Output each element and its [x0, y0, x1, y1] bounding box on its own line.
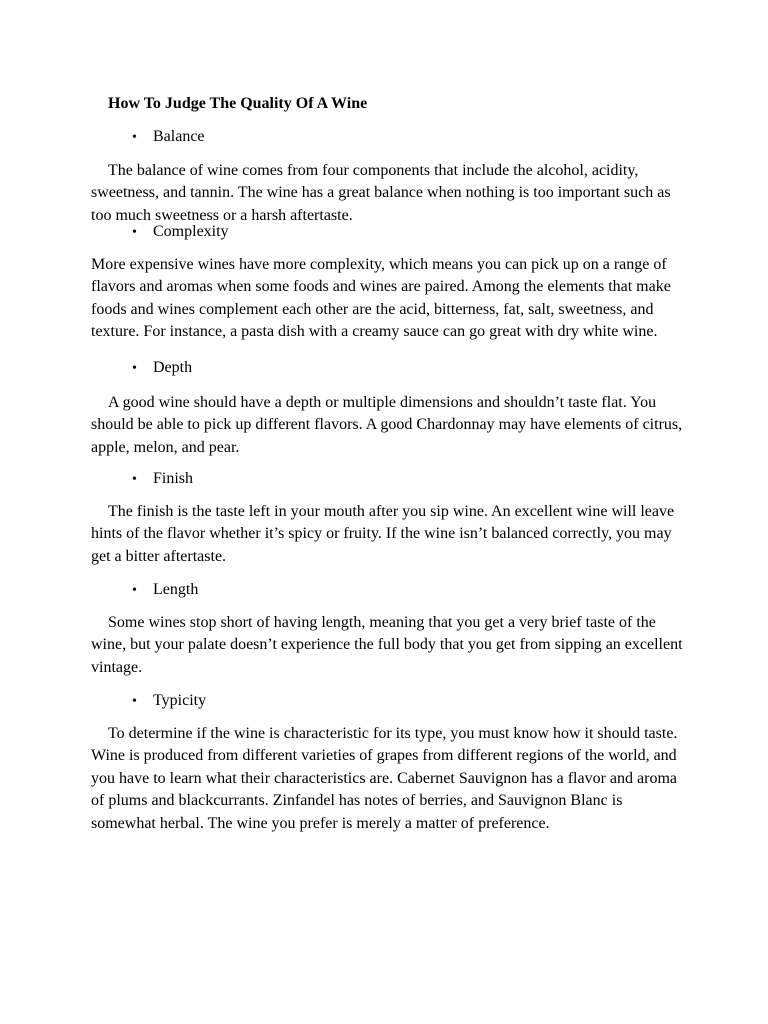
bullet-icon: • — [132, 130, 137, 145]
bullet-icon: • — [132, 694, 137, 709]
section-body-depth: A good wine should have a depth or multiple dimensions and shouldn’t taste flat. You should be able to pick up different flavors. A good Chardonnay may have elements of citrus, apple, melon, and pear. — [91, 394, 683, 456]
section-body-complexity: More expensive wines have more complexity, which means you can pick up on a range of flavors and aromas when some foods and wines are paired. Among the elements that make foods and wines complement each other are the acid, bitterness, fat, salt, sweetness, and texture. For instance, a pasta dish with a creamy sauce can go great with dry white wine. — [91, 256, 671, 341]
document-title: How To Judge The Quality Of A Wine — [108, 95, 368, 112]
section-heading-typicity — [132, 691, 206, 712]
section-body-balance: The balance of wine comes from four components that include the alcohol, acidity, sweetness, and tannin. The wine has a great balance when nothing is too important such as too much sweetness or a harsh aftertaste. — [91, 162, 671, 224]
bullet-icon: • — [132, 472, 137, 487]
section-heading-label: Length — [153, 581, 199, 598]
section-heading-label: Complexity — [153, 223, 229, 240]
section-heading-balance — [132, 127, 205, 148]
section-heading-complexity — [132, 222, 229, 243]
section-heading-label: Typicity — [153, 692, 207, 709]
section-heading-label: Finish — [153, 470, 194, 487]
section-heading-finish — [132, 469, 193, 490]
section-body-length: Some wines stop short of having length, meaning that you get a very brief taste of the wine, but your palate doesn’t experience the full body that you get from sipping an excellent vintage. — [91, 614, 683, 676]
bullet-icon: • — [132, 225, 137, 240]
bullet-icon: • — [132, 583, 137, 598]
bullet-icon: • — [132, 361, 137, 376]
section-body-typicity: To determine if the wine is characteristic for its type, you must know how it should taste. Wine is produced from different varieties of grapes from different regions of the world, and you have to learn what their characteristics are. Cabernet Sauvignon has a flavor and aroma of plums and blackcurrants. Zinfandel has notes of berries, and Sauvignon Blanc is somewhat herbal. The wine you prefer is merely a matter of preference. — [91, 725, 678, 832]
section-body-finish: The finish is the taste left in your mouth after you sip wine. An excellent wine will leave hints of the flavor whether it’s spicy or fruity. If the wine isn’t balanced correctly, you may get a bitter aftertaste. — [91, 503, 675, 565]
section-heading-label: Depth — [153, 359, 193, 376]
section-heading-label: Balance — [153, 128, 205, 145]
section-heading-length — [132, 580, 198, 601]
section-heading-depth — [132, 358, 192, 379]
